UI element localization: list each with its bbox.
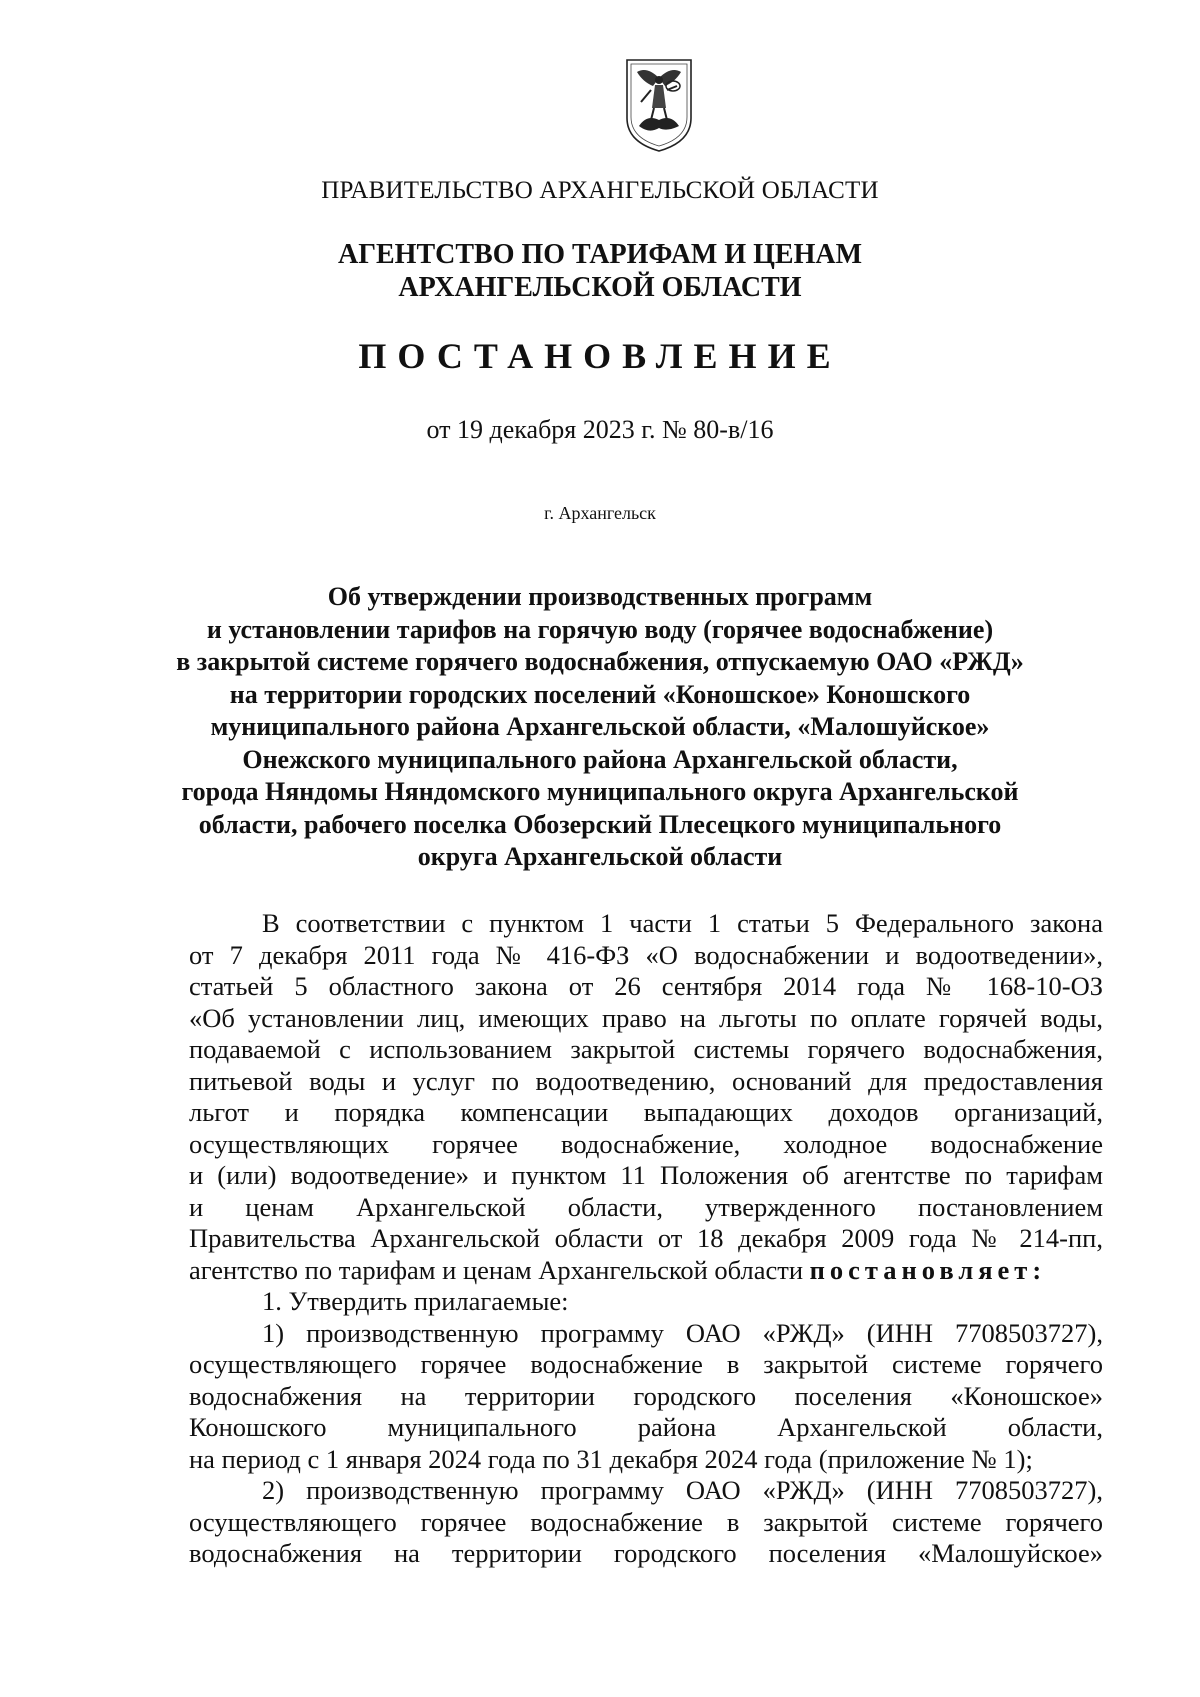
city: г. Архангельск (544, 503, 656, 523)
body-line: водоснабжения на территории городского поселения «Малошуйское» (189, 1538, 1103, 1568)
body-line: «Об установлении лиц, имеющих право на льготы по оплате горячей воды, (189, 1002, 1103, 1033)
date-and-number: от 19 декабря 2023 г. № 80-в/16 (426, 415, 774, 444)
body-line: осуществляющего горячее водоснабжение в закрытой системе горячего (189, 1349, 1103, 1379)
resolves-word: постановляет: (809, 1254, 1047, 1285)
agency-name (0, 238, 1200, 304)
body-line: осуществляющего горячее водоснабжение в закрытой системе горячего (189, 1506, 1103, 1537)
body-line: статьей 5 областного закона от 26 сентября 2014 года № 168-10-ОЗ (189, 971, 1103, 1001)
body-line: Правительства Архангельской области от 18 декабря 2009 года № 214-пп, (189, 1223, 1103, 1253)
government-name: ПРАВИТЕЛЬСТВО АРХАНГЕЛЬСКОЙ ОБЛАСТИ (321, 177, 879, 204)
body-line: водоснабжения на территории городского поселения «Коношское» (189, 1380, 1103, 1411)
body-line: и (или) водоотведение» и пунктом 11 Положения об агентстве по тарифам (189, 1160, 1103, 1190)
title-line: области, рабочего поселка Обозерский Плесецкого муниципального (198, 809, 1002, 839)
title-line: муниципального района Архангельской области, «Малошуйское» (210, 712, 990, 741)
document-title (0, 581, 1200, 874)
title-line: и установлении тарифов на горячую воду (горячее водоснабжение) (206, 614, 994, 644)
body-line: от 7 декабря 2011 года № 416-ФЗ «О водоснабжении и водоотведении», (189, 939, 1103, 970)
title-line: округа Архангельской области (417, 842, 783, 871)
body-line: льгот и порядка компенсации выпадающих доходов организаций, (189, 1097, 1103, 1127)
title-line: города Няндомы Няндомского муниципального округа Архангельской (181, 777, 1019, 806)
document-type: ПОСТАНОВЛЕНИЕ (358, 336, 842, 376)
body-line: и ценам Архангельской области, утвержденного постановлением (189, 1191, 1103, 1222)
body-line: подаваемой с использованием закрытой системы горячего водоснабжения, (189, 1034, 1103, 1064)
body-line: на период с 1 января 2024 года по 31 декабря 2024 года (приложение № 1); (189, 1443, 1033, 1474)
body-line: питьевой воды и услуг по водоотведению, оснований для предоставления (189, 1065, 1103, 1096)
body-line-text: агентство по тарифам и ценам Архангельской области (189, 1254, 804, 1285)
body-line: Коношского муниципального района Архангельской области, (189, 1412, 1103, 1442)
title-line: Онежского муниципального района Архангельской области, (242, 744, 958, 774)
body-line: 1) производственную программу ОАО «РЖД» (ИНН 7708503727), (262, 1317, 1103, 1348)
body-line: В соответствии с пунктом 1 части 1 статьи 5 Федерального закона (262, 908, 1103, 938)
body-line: 2) производственную программу ОАО «РЖД» (ИНН 7708503727), (262, 1475, 1103, 1505)
coat-of-arms-icon (621, 56, 697, 154)
document-body (189, 908, 1103, 1570)
title-line: Об утверждении производственных программ (327, 582, 873, 611)
body-line: 1. Утвердить прилагаемые: (262, 1286, 569, 1316)
title-line: на территории городских поселений «Коношское» Коношского (229, 679, 971, 709)
title-line: в закрытой системе горячего водоснабжения, отпускаемую ОАО «РЖД» (176, 647, 1024, 676)
body-line (189, 1255, 1103, 1287)
body-line: осуществляющих горячее водоснабжение, холодное водоснабжение (189, 1128, 1103, 1159)
agency-name-line: АРХАНГЕЛЬСКОЙ ОБЛАСТИ (398, 272, 802, 303)
agency-name-line: АГЕНТСТВО ПО ТАРИФАМ И ЦЕНАМ (337, 239, 863, 270)
